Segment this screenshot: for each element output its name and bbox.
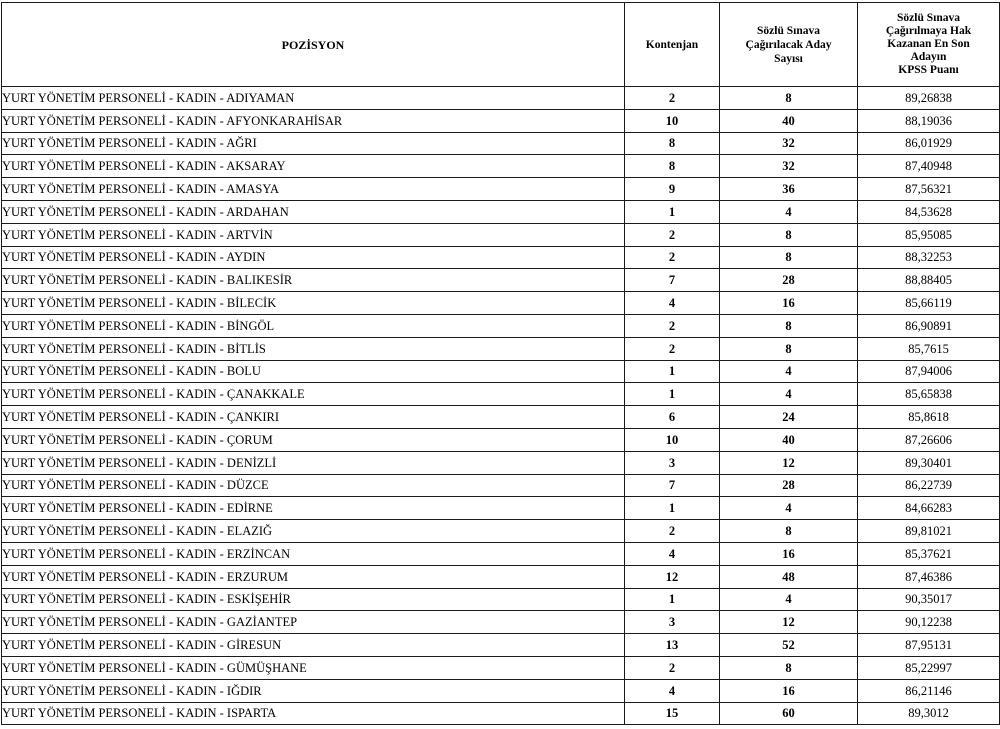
- cell-position: YURT YÖNETİM PERSONELİ - KADIN - ADIYAMAN: [2, 87, 625, 110]
- cell-last-score: 86,90891: [858, 314, 1000, 337]
- cell-called-count: 40: [720, 428, 858, 451]
- results-table: [1, 2, 1000, 725]
- table-row: [2, 292, 1000, 315]
- cell-quota: 9: [625, 178, 720, 201]
- cell-position: YURT YÖNETİM PERSONELİ - KADIN - IĞDIR: [2, 679, 625, 702]
- cell-quota: 4: [625, 542, 720, 565]
- header-score-line: KPSS Puanı: [898, 64, 959, 76]
- table-row: [2, 428, 1000, 451]
- cell-quota: 2: [625, 87, 720, 110]
- cell-quota: 3: [625, 611, 720, 634]
- cell-last-score: 87,40948: [858, 155, 1000, 178]
- cell-last-score: 89,30401: [858, 451, 1000, 474]
- cell-called-count: 24: [720, 406, 858, 429]
- cell-quota: 10: [625, 109, 720, 132]
- table-row: [2, 132, 1000, 155]
- cell-called-count: 40: [720, 109, 858, 132]
- cell-quota: 1: [625, 588, 720, 611]
- cell-last-score: 87,94006: [858, 360, 1000, 383]
- cell-called-count: 28: [720, 269, 858, 292]
- cell-position: YURT YÖNETİM PERSONELİ - KADIN - DENİZLİ: [2, 451, 625, 474]
- cell-called-count: 4: [720, 360, 858, 383]
- cell-last-score: 87,95131: [858, 634, 1000, 657]
- table-row: [2, 87, 1000, 110]
- table-row: [2, 656, 1000, 679]
- table-header: [2, 3, 1000, 87]
- cell-called-count: 48: [720, 565, 858, 588]
- cell-quota: 1: [625, 383, 720, 406]
- cell-quota: 8: [625, 155, 720, 178]
- cell-last-score: 86,21146: [858, 679, 1000, 702]
- cell-called-count: 12: [720, 611, 858, 634]
- cell-quota: 6: [625, 406, 720, 429]
- cell-last-score: 85,37621: [858, 542, 1000, 565]
- cell-called-count: 8: [720, 246, 858, 269]
- cell-last-score: 88,32253: [858, 246, 1000, 269]
- table-row: [2, 178, 1000, 201]
- header-score-line: Çağırılmaya Hak: [885, 25, 972, 37]
- cell-called-count: 60: [720, 702, 858, 725]
- cell-quota: 4: [625, 292, 720, 315]
- table-row: [2, 314, 1000, 337]
- table-row: [2, 360, 1000, 383]
- cell-position: YURT YÖNETİM PERSONELİ - KADIN - AYDIN: [2, 246, 625, 269]
- cell-quota: 10: [625, 428, 720, 451]
- cell-last-score: 88,88405: [858, 269, 1000, 292]
- cell-called-count: 16: [720, 292, 858, 315]
- cell-called-count: 36: [720, 178, 858, 201]
- table-row: [2, 702, 1000, 725]
- cell-last-score: 89,3012: [858, 702, 1000, 725]
- table-row: [2, 155, 1000, 178]
- table-row: [2, 269, 1000, 292]
- cell-position: YURT YÖNETİM PERSONELİ - KADIN - BİLECİK: [2, 292, 625, 315]
- cell-position: YURT YÖNETİM PERSONELİ - KADIN - ESKİŞEHİR: [2, 588, 625, 611]
- cell-last-score: 85,7615: [858, 337, 1000, 360]
- cell-position: YURT YÖNETİM PERSONELİ - KADIN - ERZURUM: [2, 565, 625, 588]
- cell-last-score: 85,8618: [858, 406, 1000, 429]
- table-row: [2, 588, 1000, 611]
- cell-called-count: 16: [720, 679, 858, 702]
- cell-quota: 15: [625, 702, 720, 725]
- cell-quota: 12: [625, 565, 720, 588]
- table-row: [2, 337, 1000, 360]
- cell-quota: 7: [625, 474, 720, 497]
- cell-last-score: 85,22997: [858, 656, 1000, 679]
- cell-called-count: 4: [720, 383, 858, 406]
- cell-quota: 2: [625, 337, 720, 360]
- cell-called-count: 4: [720, 200, 858, 223]
- cell-quota: 2: [625, 314, 720, 337]
- header-quota: Kontenjan: [625, 3, 720, 87]
- cell-called-count: 32: [720, 132, 858, 155]
- cell-called-count: 8: [720, 314, 858, 337]
- cell-quota: 2: [625, 520, 720, 543]
- header-last-score: [858, 3, 1000, 87]
- header-row: [2, 3, 1000, 87]
- cell-last-score: 87,56321: [858, 178, 1000, 201]
- cell-quota: 13: [625, 634, 720, 657]
- cell-position: YURT YÖNETİM PERSONELİ - KADIN - BALIKESİR: [2, 269, 625, 292]
- cell-called-count: 28: [720, 474, 858, 497]
- table-row: [2, 542, 1000, 565]
- cell-quota: 4: [625, 679, 720, 702]
- table-row: [2, 474, 1000, 497]
- cell-last-score: 90,12238: [858, 611, 1000, 634]
- cell-position: YURT YÖNETİM PERSONELİ - KADIN - GÜMÜŞHANE: [2, 656, 625, 679]
- cell-position: YURT YÖNETİM PERSONELİ - KADIN - BİNGÖL: [2, 314, 625, 337]
- cell-position: YURT YÖNETİM PERSONELİ - KADIN - ELAZIĞ: [2, 520, 625, 543]
- cell-position: YURT YÖNETİM PERSONELİ - KADIN - ÇANKIRI: [2, 406, 625, 429]
- table-row: [2, 200, 1000, 223]
- cell-called-count: 8: [720, 337, 858, 360]
- cell-position: YURT YÖNETİM PERSONELİ - KADIN - GAZİANTEP: [2, 611, 625, 634]
- cell-position: YURT YÖNETİM PERSONELİ - KADIN - BOLU: [2, 360, 625, 383]
- header-called-line: Çağırılacak Aday: [745, 38, 832, 51]
- cell-quota: 3: [625, 451, 720, 474]
- header-called-line: Sayısı: [774, 52, 803, 65]
- cell-last-score: 84,53628: [858, 200, 1000, 223]
- table-row: [2, 679, 1000, 702]
- table-row: [2, 383, 1000, 406]
- cell-position: YURT YÖNETİM PERSONELİ - KADIN - AMASYA: [2, 178, 625, 201]
- table-row: [2, 109, 1000, 132]
- cell-position: YURT YÖNETİM PERSONELİ - KADIN - EDİRNE: [2, 497, 625, 520]
- table-row: [2, 634, 1000, 657]
- header-position: POZİSYON: [2, 3, 625, 87]
- cell-position: YURT YÖNETİM PERSONELİ - KADIN - ARDAHAN: [2, 200, 625, 223]
- cell-called-count: 4: [720, 588, 858, 611]
- cell-last-score: 90,35017: [858, 588, 1000, 611]
- cell-called-count: 32: [720, 155, 858, 178]
- cell-last-score: 87,26606: [858, 428, 1000, 451]
- cell-last-score: 85,66119: [858, 292, 1000, 315]
- cell-position: YURT YÖNETİM PERSONELİ - KADIN - ÇANAKKALE: [2, 383, 625, 406]
- cell-called-count: 52: [720, 634, 858, 657]
- cell-position: YURT YÖNETİM PERSONELİ - KADIN - ERZİNCAN: [2, 542, 625, 565]
- cell-position: YURT YÖNETİM PERSONELİ - KADIN - GİRESUN: [2, 634, 625, 657]
- cell-position: YURT YÖNETİM PERSONELİ - KADIN - ISPARTA: [2, 702, 625, 725]
- header-score-line: Adayın: [910, 51, 947, 63]
- cell-quota: 1: [625, 497, 720, 520]
- cell-called-count: 8: [720, 656, 858, 679]
- cell-quota: 1: [625, 360, 720, 383]
- header-score-line: Sözlü Sınava: [897, 12, 960, 24]
- cell-last-score: 89,81021: [858, 520, 1000, 543]
- table-row: [2, 451, 1000, 474]
- table-row: [2, 497, 1000, 520]
- table-row: [2, 520, 1000, 543]
- table-row: [2, 565, 1000, 588]
- cell-last-score: 86,01929: [858, 132, 1000, 155]
- cell-position: YURT YÖNETİM PERSONELİ - KADIN - ARTVİN: [2, 223, 625, 246]
- cell-last-score: 87,46386: [858, 565, 1000, 588]
- header-score-line: Kazanan En Son: [887, 38, 970, 50]
- cell-quota: 7: [625, 269, 720, 292]
- cell-quota: 2: [625, 656, 720, 679]
- cell-last-score: 85,95085: [858, 223, 1000, 246]
- cell-called-count: 16: [720, 542, 858, 565]
- cell-quota: 1: [625, 200, 720, 223]
- cell-position: YURT YÖNETİM PERSONELİ - KADIN - DÜZCE: [2, 474, 625, 497]
- cell-called-count: 8: [720, 520, 858, 543]
- cell-last-score: 84,66283: [858, 497, 1000, 520]
- cell-called-count: 8: [720, 87, 858, 110]
- cell-called-count: 8: [720, 223, 858, 246]
- cell-quota: 2: [625, 223, 720, 246]
- table-row: [2, 406, 1000, 429]
- table-row: [2, 223, 1000, 246]
- cell-quota: 2: [625, 246, 720, 269]
- table-row: [2, 246, 1000, 269]
- cell-quota: 8: [625, 132, 720, 155]
- table-row: [2, 611, 1000, 634]
- cell-position: YURT YÖNETİM PERSONELİ - KADIN - ÇORUM: [2, 428, 625, 451]
- header-called-line: Sözlü Sınava: [757, 24, 820, 37]
- cell-last-score: 89,26838: [858, 87, 1000, 110]
- cell-last-score: 85,65838: [858, 383, 1000, 406]
- cell-position: YURT YÖNETİM PERSONELİ - KADIN - BİTLİS: [2, 337, 625, 360]
- cell-last-score: 88,19036: [858, 109, 1000, 132]
- cell-position: YURT YÖNETİM PERSONELİ - KADIN - AFYONKARAHİSAR: [2, 109, 625, 132]
- cell-called-count: 12: [720, 451, 858, 474]
- cell-last-score: 86,22739: [858, 474, 1000, 497]
- cell-position: YURT YÖNETİM PERSONELİ - KADIN - AĞRI: [2, 132, 625, 155]
- cell-position: YURT YÖNETİM PERSONELİ - KADIN - AKSARAY: [2, 155, 625, 178]
- header-called-count: [720, 3, 858, 87]
- cell-called-count: 4: [720, 497, 858, 520]
- table-body: [2, 87, 1000, 725]
